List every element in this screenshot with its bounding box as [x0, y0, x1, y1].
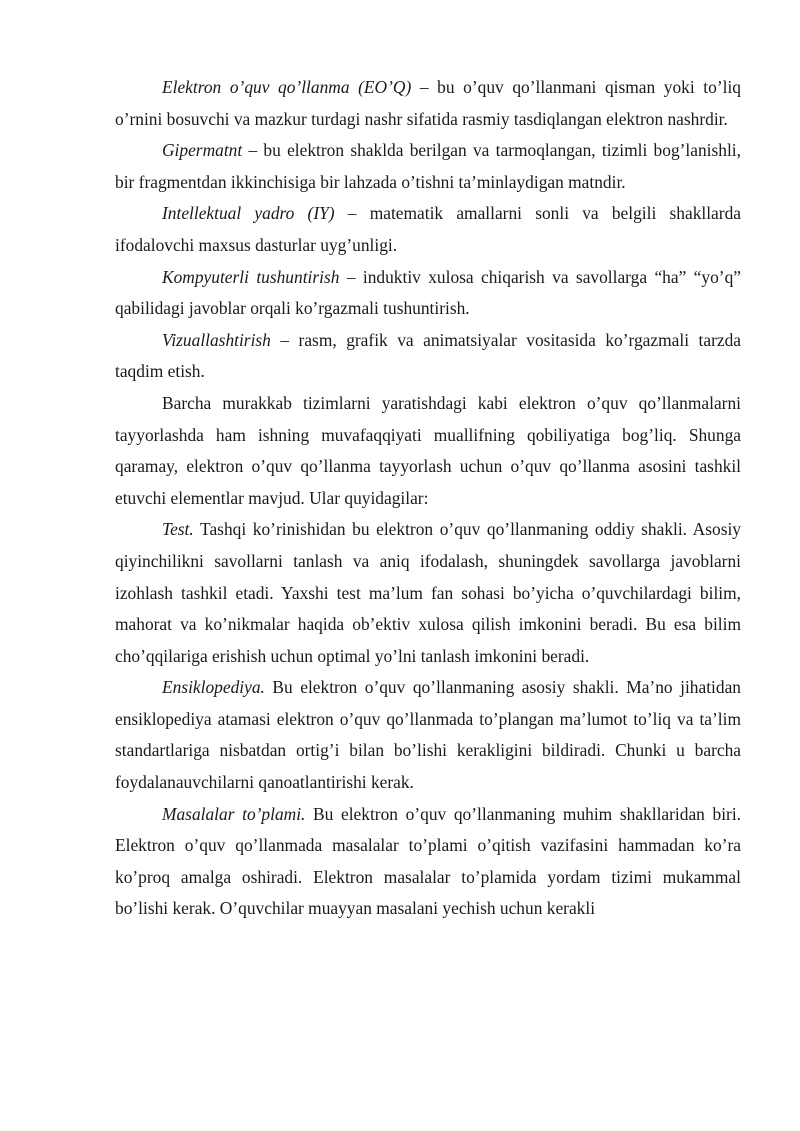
term-intellectual-core: Intellektual yadro (IY): [162, 203, 335, 224]
term-problem-collection: Masalalar to’plami.: [162, 803, 306, 824]
term-hypertext: Gipermatnt: [162, 140, 243, 161]
paragraph-intro-elements: [115, 388, 741, 514]
document-page: [115, 72, 741, 925]
term-visualization: Vizuallashtirish: [162, 329, 271, 350]
body-intro-elements: Barcha murakkab tizimlarni yaratishdagi kabi elektron o’quv qo’llanmalarni tayyorlashda ham ishning muvafaqqiyati muallifning qobiliyatiga bog’liq. Shunga qaramay, elektron o’quv qo’llanma tayyorlash uchun o’quv qo’llanma asosini tashkil etuvchi elementlar mavjud. Ular quyidagilar:: [115, 392, 741, 508]
paragraph-hypertext-definition: [115, 135, 741, 198]
definition-hypertext: – bu elektron shaklda berilgan va tarmoqlangan, tizimli bog’lanishli, bir fragmentdan ikkinchisiga bir lahzada o’tishni ta’minlaydigan matndir.: [115, 140, 741, 192]
paragraph-eoq-definition: [115, 72, 741, 135]
term-eoq: Elektron o’quv qo’llanma (EO’Q): [162, 77, 412, 97]
body-test: Tashqi ko’rinishidan bu elektron o’quv qo’llanmaning oddiy shakli. Asosiy qiyinchilikni savollarni tanlash va aniq ifodalash, shuningdek savollarga javoblarni izohlash tashkil etadi. Yaxshi test ma’lum fan sohasi bo’yicha o’quvchilardagi bilim, mahorat va ko’nikmalar haqida ob’ektiv xulosa qilish imkonini beradi. Bu esa bilim cho’qqilariga erishish uchun optimal yo’lni tanlash imkonini beradi.: [115, 519, 741, 666]
paragraph-visualization-definition: [115, 325, 741, 388]
term-computer-explanation: Kompyuterli tushuntirish: [162, 266, 340, 287]
paragraph-problem-collection: [115, 799, 741, 925]
paragraph-encyclopedia: [115, 672, 741, 798]
term-encyclopedia: Ensiklopediya.: [162, 677, 265, 698]
paragraph-test: [115, 514, 741, 672]
definition-intellectual-core: – matematik amallarni sonli va belgili shakllarda ifodalovchi maxsus dasturlar uyg’unligi.: [115, 203, 741, 255]
paragraph-computer-explanation-definition: [115, 262, 741, 325]
paragraph-intellectual-core-definition: [115, 198, 741, 261]
definition-visualization: – rasm, grafik va animatsiyalar vositasida ko’rgazmali tarzda taqdim etish.: [115, 329, 741, 382]
body-problem-collection: Bu elektron o’quv qo’llanmaning muhim shakllaridan biri. Elektron o’quv qo’llanmada masalalar to’plami o’qitish vazifasini hammadan ko’ra ko’proq amalga oshiradi. Elektron masalalar to’plamida yordam tizimi mukammal bo’lishi kerak. O’quvchilar muayyan masalani yechish uchun kerakli: [115, 803, 742, 919]
body-encyclopedia: Bu elektron o’quv qo’llanmaning asosiy shakli. Ma’no jihatidan ensiklopediya atamasi elektron o’quv qo’llanmada to’plangan ma’lumot to’liq va ta’lim standartlariga nisbatdan ortig’i bilan bo’lishi kerakligini bildiradi. Chunki u barcha foydalanauvchilarni qanoatlantirishi kerak.: [115, 677, 741, 793]
term-test: Test.: [162, 519, 194, 540]
definition-computer-explanation: – induktiv xulosa chiqarish va savollarga “ha” “yo’q” qabilidagi javoblar orqali ko’rgazmali tushuntirish.: [115, 266, 741, 319]
definition-eoq: – bu o’quv qo’llanmani qisman yoki to’liq o’rnini bosuvchi va mazkur turdagi nashr sifatida rasmiy tasdiqlangan elektron nashrdir.: [115, 77, 741, 129]
